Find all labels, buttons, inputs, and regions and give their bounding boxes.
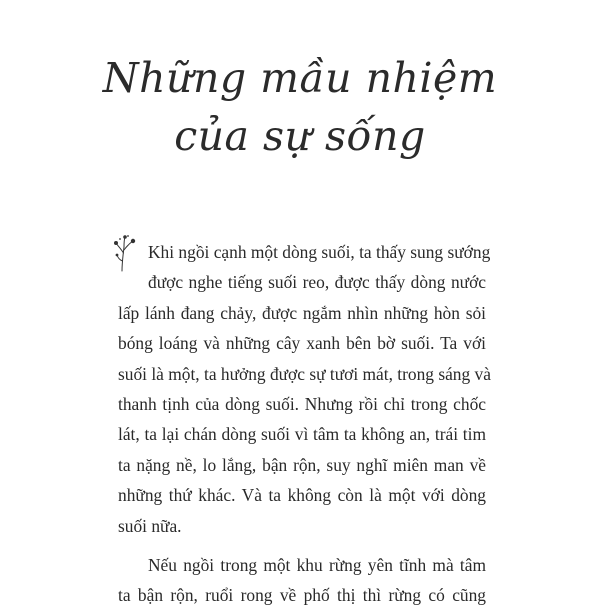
chapter-title-line-2: của sự sống — [174, 112, 426, 161]
body-text — [118, 237, 491, 611]
chapter-title — [0, 49, 600, 165]
text-line: Nếu ngồi trong một khu rừng yên tĩnh mà tâm — [148, 555, 486, 576]
text-line: suối là một, ta hưởng được sự tươi mát, trong sáng và — [118, 363, 491, 384]
text-line: ta nặng nề, lo lắng, bận rộn, suy nghĩ miên man về — [118, 454, 486, 475]
text-line: bóng loáng và những cây xanh bên bờ suối. Ta với — [118, 333, 486, 354]
text-line: lấp lánh đang chảy, được ngắm nhìn những hòn sỏi — [118, 302, 486, 323]
text-line: ta bận rộn, ruổi rong về phố thị thì rừng có cũng — [118, 585, 486, 606]
text-line: được nghe tiếng suối reo, được thấy dòng nước — [148, 272, 486, 293]
chapter-title-line-1: Những mầu nhiệm — [102, 54, 498, 103]
text-line: Khi ngồi cạnh một dòng suối, ta thấy sung sướng — [148, 242, 491, 262]
text-line: suối nữa. — [118, 515, 182, 536]
paragraph-spacer — [118, 541, 486, 550]
text-line: lát, ta lại chán dòng suối vì tâm ta không an, trái tim — [118, 424, 486, 445]
text-line: những thứ khác. Và ta không còn là một với dòng — [118, 485, 486, 506]
text-line: thanh tịnh của dòng suối. Nhưng rồi chỉ trong chốc — [118, 394, 486, 415]
